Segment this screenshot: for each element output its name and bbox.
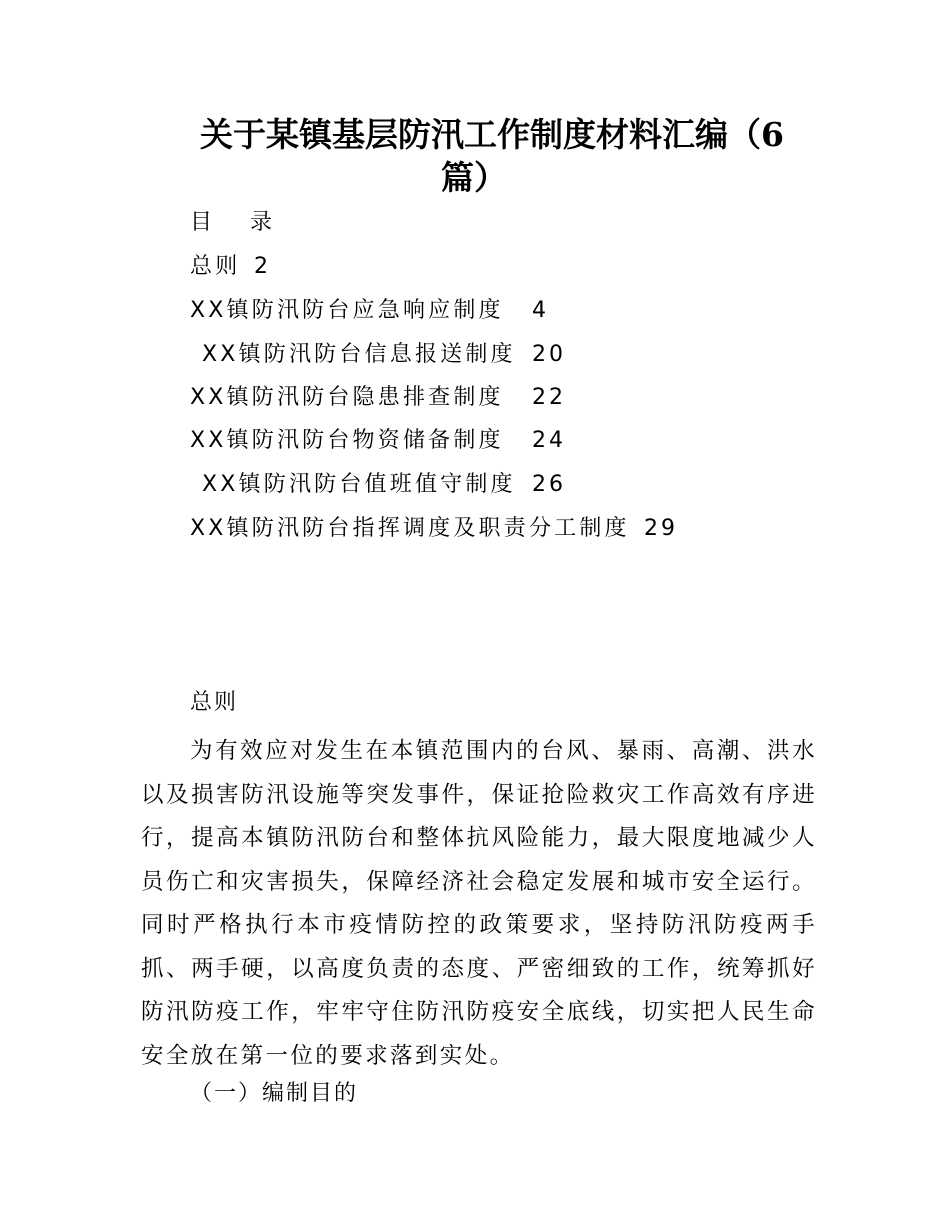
toc-entry[interactable] bbox=[202, 470, 566, 500]
toc-entry[interactable] bbox=[202, 340, 566, 370]
section-subheading: （一）编制目的 bbox=[190, 1081, 359, 1106]
toc-entry-page: 2 bbox=[254, 254, 271, 279]
toc-entry-page: 22 bbox=[532, 385, 566, 410]
section-heading: 总则 bbox=[190, 690, 239, 715]
document-title-line-2: 篇） bbox=[441, 158, 507, 197]
toc-entry-label: XX镇防汛防台指挥调度及职责分工制度 bbox=[190, 516, 630, 541]
toc-entry-label: XX镇防汛防台值班值守制度 bbox=[202, 472, 516, 497]
toc-entry-label: XX镇防汛防台信息报送制度 bbox=[202, 342, 516, 367]
toc-entry-page: 24 bbox=[532, 428, 566, 453]
toc-entry-label: 总则 bbox=[190, 254, 241, 279]
toc-entry[interactable] bbox=[190, 296, 549, 326]
toc-entry[interactable] bbox=[190, 383, 566, 413]
toc-heading: 目 录 bbox=[190, 210, 274, 235]
toc-entry-page: 4 bbox=[532, 298, 549, 323]
toc-entry-label: XX镇防汛防台应急响应制度 bbox=[190, 298, 504, 323]
toc-entry[interactable] bbox=[190, 426, 566, 456]
body-paragraph: 为有效应对发生在本镇范围内的台风、暴雨、高潮、洪水以及损害防汛设施等突发事件，保证抢险救灾工作高效有序进行，提高本镇防汛防台和整体抗风险能力，最大限度地减少人员伤亡和灾害损失，保障经济社会稳定发展和城市安全运行。同时严格执行本市疫情防控的政策要求，坚持防汛防疫两手抓、两手硬，以高度负责的态度、严密细致的工作，统筹抓好防汛防疫工作，牢牢守住防汛防疫安全底线，切实把人民生命安全放在第一位的要求落到实处。 bbox=[141, 738, 817, 1069]
toc-entry-label: XX镇防汛防台物资储备制度 bbox=[190, 428, 504, 453]
document-title-line-1: 关于某镇基层防汛工作制度材料汇编（6 bbox=[200, 115, 784, 154]
toc-entry-page: 29 bbox=[644, 516, 678, 541]
toc-entry-page: 26 bbox=[532, 472, 566, 497]
toc-entry[interactable] bbox=[190, 514, 678, 544]
toc-entry[interactable] bbox=[190, 252, 271, 282]
toc-entry-page: 20 bbox=[532, 342, 566, 367]
toc-entry-label: XX镇防汛防台隐患排查制度 bbox=[190, 385, 504, 410]
